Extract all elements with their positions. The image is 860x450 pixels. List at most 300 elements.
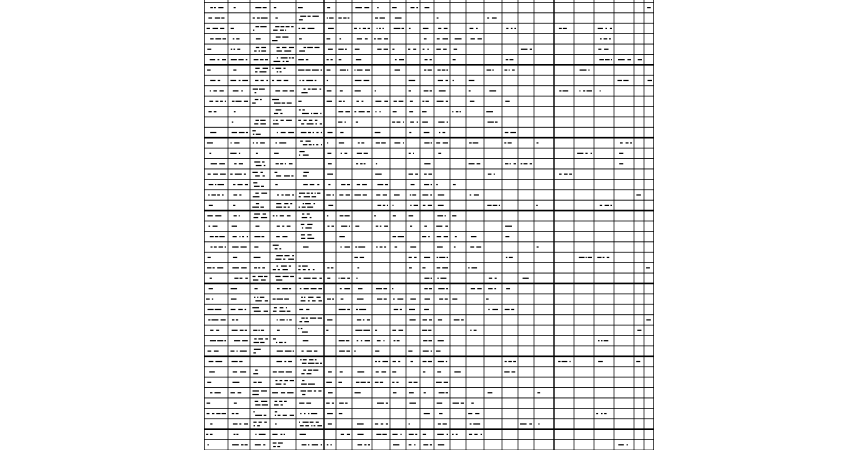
cell-text-mark bbox=[357, 153, 362, 154]
cell-text-mark bbox=[489, 90, 496, 91]
cell-text-mark bbox=[392, 434, 397, 435]
cell-text-mark bbox=[623, 80, 628, 81]
cell-text-mark bbox=[233, 257, 237, 258]
cell-text-mark bbox=[504, 142, 506, 143]
cell-text-mark bbox=[327, 80, 328, 81]
cell-text-mark bbox=[261, 17, 268, 18]
cell-text-mark bbox=[367, 319, 370, 320]
cell-text-mark bbox=[410, 246, 416, 247]
cell-text-mark bbox=[276, 109, 282, 110]
cell-text-mark bbox=[412, 194, 416, 195]
cell-text-mark bbox=[279, 248, 281, 249]
cell-text-mark bbox=[210, 7, 213, 8]
cell-text-mark bbox=[332, 298, 334, 299]
cell-text-mark bbox=[305, 203, 311, 204]
cell-text-mark bbox=[476, 28, 478, 29]
cell-text-mark bbox=[261, 330, 264, 331]
cell-text-mark bbox=[408, 49, 410, 50]
cell-text-mark bbox=[215, 215, 221, 216]
cell-text-mark bbox=[303, 422, 309, 423]
cell-text-mark bbox=[281, 194, 283, 195]
cell-text-mark bbox=[338, 111, 343, 112]
cell-text-mark bbox=[301, 238, 305, 239]
cell-text-mark bbox=[439, 257, 445, 258]
cell-text-mark bbox=[304, 120, 307, 121]
cell-text-mark bbox=[454, 319, 460, 320]
cell-text-mark bbox=[311, 113, 312, 114]
cell-text-mark bbox=[222, 194, 224, 195]
cell-text-mark bbox=[474, 330, 477, 331]
cell-text-mark bbox=[327, 59, 329, 60]
cell-text-mark bbox=[395, 59, 397, 60]
cell-text-mark bbox=[302, 331, 308, 332]
cell-text-mark bbox=[277, 132, 278, 133]
cell-text-mark bbox=[218, 184, 224, 185]
cell-text-mark bbox=[530, 163, 532, 164]
cell-text-mark bbox=[488, 309, 489, 310]
cell-text-mark bbox=[272, 40, 277, 41]
cell-text-mark bbox=[261, 193, 267, 194]
cell-text-mark bbox=[469, 90, 471, 91]
cell-text-mark bbox=[255, 71, 257, 72]
cell-text-mark bbox=[260, 342, 264, 343]
cell-text-mark bbox=[207, 49, 211, 50]
cell-text-mark bbox=[284, 80, 289, 81]
cell-text-mark bbox=[411, 184, 415, 185]
cell-text-mark bbox=[232, 361, 238, 362]
cell-text-mark bbox=[355, 246, 357, 247]
cell-text-mark bbox=[284, 50, 291, 51]
cell-text-mark bbox=[537, 392, 540, 393]
cell-text-mark bbox=[425, 59, 428, 60]
cell-text-mark bbox=[345, 49, 347, 50]
cell-text-mark bbox=[393, 111, 397, 112]
cell-text-mark bbox=[392, 49, 394, 50]
cell-text-mark bbox=[242, 236, 244, 237]
cell-text-mark bbox=[415, 174, 418, 175]
cell-text-mark bbox=[423, 319, 427, 320]
cell-text-mark bbox=[239, 194, 241, 195]
cell-text-mark bbox=[238, 309, 243, 310]
cell-text-mark bbox=[210, 59, 215, 60]
cell-text-mark bbox=[307, 390, 311, 391]
cell-text-mark bbox=[344, 153, 347, 154]
cell-text-mark bbox=[380, 382, 383, 383]
cell-text-mark bbox=[347, 278, 350, 279]
cell-text-mark bbox=[402, 28, 404, 29]
cell-text-mark bbox=[316, 297, 320, 298]
cell-text-mark bbox=[218, 59, 220, 60]
cell-text-mark bbox=[290, 90, 294, 91]
cell-text-mark bbox=[280, 71, 282, 72]
cell-text-mark bbox=[318, 288, 322, 289]
cell-text-mark bbox=[232, 267, 239, 268]
cell-text-mark bbox=[306, 80, 313, 81]
cell-text-mark bbox=[255, 370, 258, 371]
cell-text-mark bbox=[438, 122, 444, 123]
cell-text-mark bbox=[286, 26, 290, 27]
cell-text-mark bbox=[260, 120, 265, 121]
cell-text-mark bbox=[470, 246, 474, 247]
cell-text-mark bbox=[245, 309, 247, 310]
cell-text-mark bbox=[223, 38, 227, 39]
cell-text-mark bbox=[579, 257, 585, 258]
cell-text-mark bbox=[302, 217, 307, 218]
cell-text-mark bbox=[301, 132, 307, 133]
cell-text-mark bbox=[274, 61, 281, 62]
cell-text-mark bbox=[394, 142, 400, 143]
cell-text-mark bbox=[279, 342, 283, 343]
cell-text-mark bbox=[318, 390, 321, 391]
cell-text-mark bbox=[308, 363, 314, 364]
cell-text-mark bbox=[215, 236, 218, 237]
cell-text-mark bbox=[355, 7, 362, 8]
cell-text-mark bbox=[278, 442, 283, 443]
cell-text-mark bbox=[588, 69, 589, 70]
cell-text-mark bbox=[339, 101, 342, 102]
cell-text-mark bbox=[514, 163, 516, 164]
cell-text-mark bbox=[288, 361, 292, 362]
cell-text-mark bbox=[376, 226, 378, 227]
cell-text-mark bbox=[440, 278, 446, 279]
cell-text-mark bbox=[327, 319, 332, 320]
cell-text-mark bbox=[408, 351, 412, 352]
cell-text-mark bbox=[308, 444, 309, 445]
cell-text-mark bbox=[505, 226, 512, 227]
cell-text-mark bbox=[341, 153, 342, 154]
cell-text-mark bbox=[231, 298, 237, 299]
cell-text-mark bbox=[214, 351, 219, 352]
cell-text-mark bbox=[276, 361, 282, 362]
cell-text-mark bbox=[276, 68, 282, 69]
cell-text-mark bbox=[231, 49, 232, 50]
cell-text-mark bbox=[258, 276, 263, 277]
cell-text-mark bbox=[275, 276, 280, 277]
cell-text-mark bbox=[308, 132, 311, 133]
cell-text-mark bbox=[299, 321, 302, 322]
cell-text-mark bbox=[264, 422, 267, 423]
cell-text-mark bbox=[254, 257, 261, 258]
cell-text-mark bbox=[494, 174, 495, 175]
cell-text-mark bbox=[253, 182, 257, 183]
cell-text-mark bbox=[299, 403, 304, 404]
cell-text-mark bbox=[301, 384, 307, 385]
cell-text-mark bbox=[215, 309, 222, 310]
cell-text-mark bbox=[627, 444, 628, 445]
cell-text-mark bbox=[285, 194, 290, 195]
cell-text-mark bbox=[445, 215, 446, 216]
cell-text-mark bbox=[244, 101, 248, 102]
cell-text-mark bbox=[313, 370, 318, 371]
cell-text-mark bbox=[453, 184, 456, 185]
cell-text-mark bbox=[359, 111, 365, 112]
cell-text-mark bbox=[211, 246, 213, 247]
cell-text-mark bbox=[211, 194, 216, 195]
cell-text-mark bbox=[619, 153, 623, 154]
cell-text-mark bbox=[376, 371, 379, 372]
cell-text-mark bbox=[255, 226, 259, 227]
cell-text-mark bbox=[316, 422, 319, 423]
cell-text-mark bbox=[283, 276, 289, 277]
cell-text-mark bbox=[215, 392, 221, 393]
cell-text-mark bbox=[473, 423, 480, 424]
cell-text-mark bbox=[355, 49, 360, 50]
cell-text-mark bbox=[599, 59, 604, 60]
cell-text-mark bbox=[261, 390, 267, 391]
cell-text-mark bbox=[300, 413, 301, 414]
cell-text-mark bbox=[338, 17, 341, 18]
cell-text-mark bbox=[363, 330, 370, 331]
cell-text-mark bbox=[277, 226, 280, 227]
cell-text-mark bbox=[461, 319, 464, 320]
cell-text-mark bbox=[283, 415, 287, 416]
cell-text-mark bbox=[416, 7, 418, 8]
cell-text-mark bbox=[299, 38, 302, 39]
cell-text-mark bbox=[312, 278, 316, 279]
cell-text-mark bbox=[364, 163, 366, 164]
cell-text-mark bbox=[431, 351, 432, 352]
cell-text-mark bbox=[254, 288, 257, 289]
cell-text-mark bbox=[210, 236, 214, 237]
cell-text-mark bbox=[214, 246, 217, 247]
cell-text-mark bbox=[287, 392, 293, 393]
cell-text-mark bbox=[423, 351, 429, 352]
cell-text-mark bbox=[384, 101, 388, 102]
cell-text-mark bbox=[487, 17, 489, 18]
cell-text-mark bbox=[298, 120, 301, 121]
cell-text-mark bbox=[505, 101, 509, 102]
cell-text-mark bbox=[254, 123, 258, 124]
cell-text-mark bbox=[221, 319, 226, 320]
cell-text-mark bbox=[313, 113, 318, 114]
cell-text-mark bbox=[234, 340, 240, 341]
cell-text-mark bbox=[446, 361, 447, 362]
cell-text-mark bbox=[438, 80, 443, 81]
cell-text-mark bbox=[437, 215, 443, 216]
cell-text-mark bbox=[252, 102, 256, 103]
cell-text-mark bbox=[358, 142, 360, 143]
cell-text-mark bbox=[303, 340, 309, 341]
cell-text-mark bbox=[206, 298, 210, 299]
cell-text-mark bbox=[437, 403, 443, 404]
cell-text-mark bbox=[274, 307, 277, 308]
cell-text-mark bbox=[328, 392, 333, 393]
cell-text-mark bbox=[326, 330, 328, 331]
cell-text-mark bbox=[308, 28, 315, 29]
cell-text-mark bbox=[558, 361, 560, 362]
cell-text-mark bbox=[508, 142, 512, 143]
cell-text-mark bbox=[236, 319, 238, 320]
cell-text-mark bbox=[207, 69, 211, 70]
cell-text-mark bbox=[312, 300, 316, 301]
cell-text-mark bbox=[276, 342, 277, 343]
cell-text-mark bbox=[277, 50, 282, 51]
cell-text-mark bbox=[277, 47, 280, 48]
cell-text-mark bbox=[222, 413, 226, 414]
cell-text-mark bbox=[299, 109, 301, 110]
cell-text-mark bbox=[273, 371, 277, 372]
cell-text-mark bbox=[604, 49, 608, 50]
cell-text-mark bbox=[255, 68, 259, 69]
cell-text-mark bbox=[230, 351, 234, 352]
cell-text-mark bbox=[300, 359, 301, 360]
cell-text-mark bbox=[255, 434, 256, 435]
cell-text-mark bbox=[210, 80, 215, 81]
cell-text-mark bbox=[300, 434, 306, 435]
cell-text-mark bbox=[304, 278, 311, 279]
cell-text-mark bbox=[428, 330, 431, 331]
cell-text-mark bbox=[209, 371, 215, 372]
cell-text-mark bbox=[254, 50, 256, 51]
cell-text-mark bbox=[287, 215, 291, 216]
cell-text-mark bbox=[394, 101, 397, 102]
cell-text-mark bbox=[288, 259, 294, 260]
cell-text-mark bbox=[236, 413, 239, 414]
cell-text-mark bbox=[275, 248, 278, 249]
cell-text-mark bbox=[446, 392, 448, 393]
cell-text-mark bbox=[254, 213, 260, 214]
cell-text-mark bbox=[328, 28, 334, 29]
cell-text-mark bbox=[332, 403, 334, 404]
cell-text-mark bbox=[488, 122, 494, 123]
cell-text-mark bbox=[231, 59, 237, 60]
cell-text-mark bbox=[277, 71, 278, 72]
cell-text-mark bbox=[422, 194, 428, 195]
cell-text-mark bbox=[363, 194, 367, 195]
cell-text-mark bbox=[208, 351, 212, 352]
cell-text-mark bbox=[312, 16, 318, 17]
cell-text-mark bbox=[356, 101, 358, 102]
cell-text-mark bbox=[379, 111, 380, 112]
cell-text-mark bbox=[252, 130, 255, 131]
cell-text-mark bbox=[570, 361, 571, 362]
cell-text-mark bbox=[469, 163, 475, 164]
cell-text-mark bbox=[255, 175, 260, 176]
cell-text-mark bbox=[215, 17, 220, 18]
cell-text-mark bbox=[259, 89, 265, 90]
cell-text-mark bbox=[530, 49, 532, 50]
cell-text-mark bbox=[409, 319, 415, 320]
cell-text-mark bbox=[273, 123, 279, 124]
cell-text-mark bbox=[301, 92, 307, 93]
cell-text-mark bbox=[308, 384, 315, 385]
cell-text-mark bbox=[505, 361, 507, 362]
cell-text-mark bbox=[340, 38, 342, 39]
cell-text-mark bbox=[289, 265, 291, 266]
cell-text-mark bbox=[218, 80, 220, 81]
cell-text-mark bbox=[276, 384, 282, 385]
cell-text-mark bbox=[425, 298, 430, 299]
cell-text-mark bbox=[439, 392, 445, 393]
cell-text-mark bbox=[287, 311, 291, 312]
cell-text-mark bbox=[231, 28, 234, 29]
cell-text-mark bbox=[306, 403, 311, 404]
cell-text-mark bbox=[329, 17, 334, 18]
cell-text-mark bbox=[427, 49, 428, 50]
cell-text-mark bbox=[273, 120, 274, 121]
cell-text-mark bbox=[327, 90, 332, 91]
cell-text-mark bbox=[341, 298, 344, 299]
cell-text-mark bbox=[394, 309, 398, 310]
cell-text-mark bbox=[257, 17, 260, 18]
cell-text-mark bbox=[240, 330, 244, 331]
cell-text-mark bbox=[286, 307, 287, 308]
cell-text-mark bbox=[290, 276, 294, 277]
cell-text-mark bbox=[339, 413, 342, 414]
cell-text-mark bbox=[298, 7, 303, 8]
cell-text-mark bbox=[307, 351, 312, 352]
cell-text-mark bbox=[288, 207, 290, 208]
cell-text-mark bbox=[355, 330, 362, 331]
cell-text-mark bbox=[254, 236, 260, 237]
cell-text-mark bbox=[254, 267, 257, 268]
cell-text-mark bbox=[254, 161, 260, 162]
cell-text-mark bbox=[282, 236, 287, 237]
cell-text-mark bbox=[306, 59, 308, 60]
cell-text-mark bbox=[280, 113, 282, 114]
cell-text-mark bbox=[424, 174, 427, 175]
cell-text-mark bbox=[495, 278, 497, 279]
cell-text-mark bbox=[364, 153, 368, 154]
cell-text-mark bbox=[284, 434, 285, 435]
cell-text-mark bbox=[255, 444, 261, 445]
cell-text-mark bbox=[443, 38, 448, 39]
cell-text-mark bbox=[410, 101, 413, 102]
cell-text-mark bbox=[444, 382, 448, 383]
cell-text-mark bbox=[604, 413, 606, 414]
cell-text-mark bbox=[255, 193, 258, 194]
cell-text-mark bbox=[340, 371, 343, 372]
cell-text-mark bbox=[409, 267, 412, 268]
cell-text-mark bbox=[233, 236, 237, 237]
cell-text-mark bbox=[355, 80, 362, 81]
cell-text-mark bbox=[238, 59, 243, 60]
cell-text-mark bbox=[255, 92, 257, 93]
cell-text-mark bbox=[327, 413, 333, 414]
cell-text-mark bbox=[275, 90, 280, 91]
cell-text-mark bbox=[273, 298, 276, 299]
cell-text-mark bbox=[301, 328, 303, 329]
cell-text-mark bbox=[415, 434, 417, 435]
cell-text-mark bbox=[261, 401, 267, 402]
cell-text-mark bbox=[241, 444, 244, 445]
cell-text-mark bbox=[360, 257, 364, 258]
cell-text-mark bbox=[598, 49, 601, 50]
cell-text-mark bbox=[586, 257, 587, 258]
cell-text-mark bbox=[265, 300, 268, 301]
cell-text-mark bbox=[392, 288, 393, 289]
cell-text-mark bbox=[436, 351, 441, 352]
cell-text-mark bbox=[305, 425, 309, 426]
cell-text-mark bbox=[307, 123, 314, 124]
cell-text-mark bbox=[375, 361, 377, 362]
cell-text-mark bbox=[383, 194, 387, 195]
cell-text-mark bbox=[308, 300, 310, 301]
cell-text-mark bbox=[254, 425, 255, 426]
cell-text-mark bbox=[233, 371, 237, 372]
cell-text-mark bbox=[315, 123, 317, 124]
cell-text-mark bbox=[357, 184, 360, 185]
cell-text-mark bbox=[438, 423, 441, 424]
cell-text-mark bbox=[263, 68, 268, 69]
cell-text-mark bbox=[290, 380, 294, 381]
cell-text-mark bbox=[341, 226, 347, 227]
cell-text-mark bbox=[246, 132, 248, 133]
cell-text-mark bbox=[208, 17, 212, 18]
cell-text-mark bbox=[600, 38, 602, 39]
cell-text-mark bbox=[442, 69, 446, 70]
cell-text-mark bbox=[276, 163, 279, 164]
